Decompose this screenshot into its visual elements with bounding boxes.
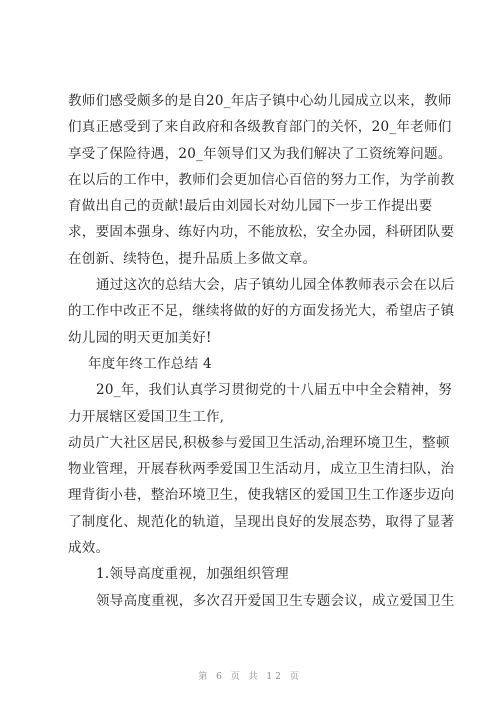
text-line: 教师们感受颇多的是自20_年店子镇中心幼儿园成立以来，教师 — [68, 93, 452, 109]
text-line: 通过这次的总结大会，店子镇幼儿园全体教师表示会在以后 — [96, 277, 455, 294]
text-line: 物业管理，开展春秋两季爱国卫生活动月，成立卫生清扫队，治 — [68, 461, 455, 478]
text-line: 们真正感受到了来自政府和各级教育部门的关怀，20_年老师们 — [68, 119, 452, 136]
document-body — [68, 88, 455, 614]
text-line: 了制度化、规范化的轨道，呈现出良好的发展态势，取得了显著 — [68, 513, 455, 530]
text-line: 理背街小巷，整治环境卫生，使我辖区的爱国卫生工作逐步迈向 — [68, 487, 455, 504]
text-line: 育做出自己的贡献!最后由刘园长对幼儿园下一步工作提出要 — [68, 198, 433, 215]
text-line: 力开展辖区爱国卫生工作, — [68, 408, 225, 425]
text-line: 成效。 — [68, 540, 110, 557]
text-line: 在以后的工作中，教师们会更加信心百倍的努力工作，为学前教 — [68, 171, 455, 188]
text-line: 领导高度重视，多次召开爱国卫生专题会议，成立爱国卫生 — [96, 592, 455, 609]
section-heading: 年度年终工作总结 4 — [88, 355, 212, 372]
subsection-heading: 1.领导高度重视，加强组织管理 — [96, 566, 289, 583]
text-line: 的工作中改正不足，继续将做的好的方面发扬光大，希望店子镇 — [68, 303, 455, 320]
text-line: 幼儿园的明天更加美好! — [68, 329, 212, 346]
text-line: 在创新、续特色，提升品质上多做文章。 — [68, 250, 317, 267]
text-line: 享受了保险待遇，20_年领导们又为我们解决了工资统筹问题。 — [68, 145, 452, 162]
text-line: 动员广大社区居民,积极参与爱国卫生活动,治理环境卫生，整顿 — [68, 434, 450, 451]
text-line: 20_年，我们认真学习贯彻党的十八届五中中全会精神，努 — [96, 382, 453, 399]
page-number-footer: 第 6 页 共 12 页 — [198, 672, 302, 682]
text-line: 求，要固本强身、练好内功，不能放松，安全办园，科研团队要 — [68, 224, 455, 241]
